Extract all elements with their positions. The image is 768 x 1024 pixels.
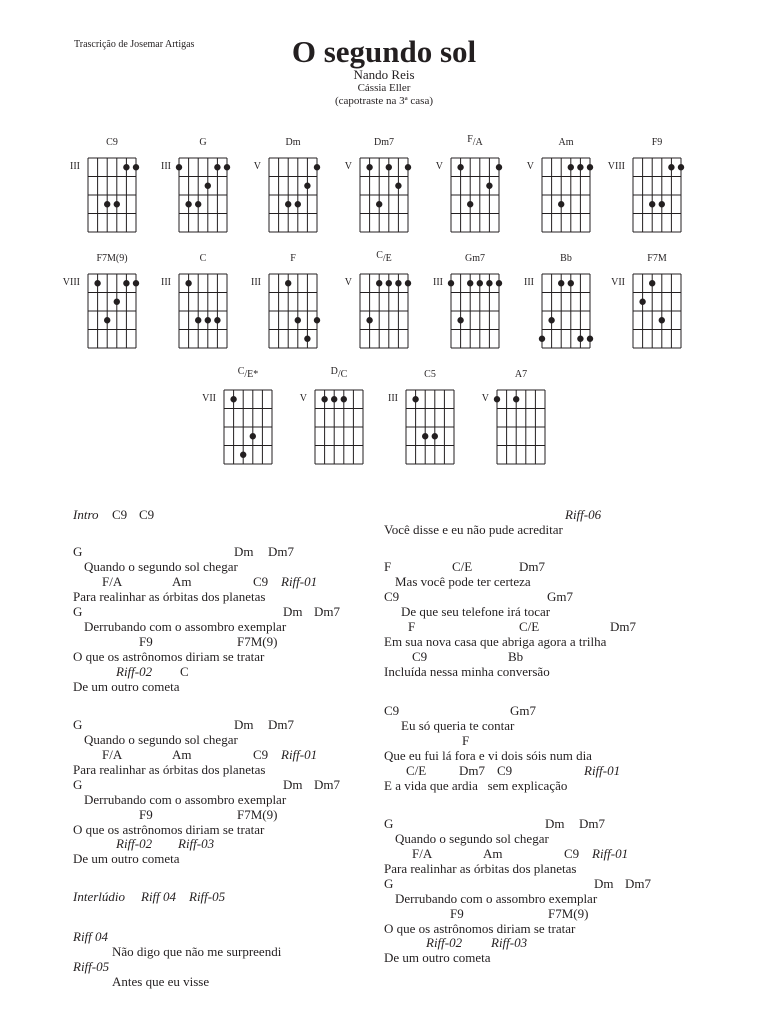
fret-position-label: VII <box>611 277 625 288</box>
fret-position-label: III <box>388 393 398 404</box>
chord-name: F7M(9) <box>96 253 128 264</box>
finger-dot <box>104 201 110 207</box>
finger-dot <box>448 280 454 286</box>
finger-dot <box>467 280 473 286</box>
chord-symbol: C9 <box>384 589 400 604</box>
fretboard-grid <box>83 269 141 353</box>
finger-dot <box>457 164 463 170</box>
lyric-line: Para realinhar as órbitas dos planetas <box>73 762 266 777</box>
finger-dot <box>587 336 593 342</box>
chord-symbol: G <box>384 816 394 831</box>
riff-marker: Riff-01 <box>584 763 621 778</box>
chord-name: Dm <box>285 137 301 148</box>
finger-dot <box>304 336 310 342</box>
chord-symbol: Dm7 <box>625 876 651 891</box>
finger-dot <box>457 317 463 323</box>
finger-dot <box>668 164 674 170</box>
riff-marker: Riff-02 <box>426 935 463 950</box>
finger-dot <box>133 280 139 286</box>
fret-position-label: V <box>299 393 307 404</box>
fret-position-label: III <box>251 277 261 288</box>
section-label-interlude: Interlúdio <box>73 889 125 904</box>
finger-dot <box>568 280 574 286</box>
finger-dot <box>639 299 645 305</box>
finger-dot <box>185 280 191 286</box>
lyric-line: O que os astrônomos diriam se tratar <box>73 822 265 837</box>
chord-symbol: G <box>73 604 83 619</box>
chord-symbol: Dm7 <box>314 777 340 792</box>
riff-marker: Riff-02 <box>116 836 153 851</box>
lyric-line: Para realinhar as órbitas dos planetas <box>384 861 577 876</box>
finger-dot <box>412 396 418 402</box>
song-title: O segundo sol <box>291 34 477 69</box>
chord-symbol: Dm7 <box>519 559 545 574</box>
chord-name: C5 <box>424 369 436 380</box>
finger-dot <box>577 336 583 342</box>
chord-name: G <box>199 137 207 148</box>
finger-dot <box>649 201 655 207</box>
chord-symbol: Gm7 <box>510 703 536 718</box>
finger-dot <box>577 164 583 170</box>
riff-marker: Riff 04 <box>73 929 109 944</box>
lyric-line: De que seu telefone irá tocar <box>401 604 551 619</box>
finger-dot <box>376 201 382 207</box>
finger-dot <box>568 164 574 170</box>
lyric-line: Que eu fui lá fora e vi dois sóis num dia <box>384 748 592 763</box>
finger-dot <box>295 201 301 207</box>
chord-symbol: Dm7 <box>268 717 294 732</box>
fret-position-label: III <box>161 161 171 172</box>
chord-symbol: F7M(9) <box>237 807 278 822</box>
fretboard-grid <box>537 153 595 237</box>
chord-name: C9 <box>106 137 118 148</box>
finger-dot <box>331 396 337 402</box>
finger-dot <box>386 164 392 170</box>
riff-marker: Riff 04 <box>141 889 177 904</box>
fretboard-grid <box>264 269 322 353</box>
chord-symbol: Dm <box>283 777 303 792</box>
fret-position-label: V <box>344 277 352 288</box>
chord-symbol: Dm7 <box>610 619 636 634</box>
lyric-line: Antes que eu visse <box>112 974 210 989</box>
chord-symbol: F9 <box>139 807 153 822</box>
finger-dot <box>467 201 473 207</box>
finger-dot <box>539 336 545 342</box>
chord-symbol: Dm <box>234 717 254 732</box>
chord-symbol: G <box>73 777 83 792</box>
lyric-line: Não digo que não me surpreendi <box>112 944 282 959</box>
fretboard-grid <box>628 269 686 353</box>
chord-symbol: Dm7 <box>268 544 294 559</box>
chord-symbol: C/E <box>406 763 427 778</box>
finger-dot <box>205 317 211 323</box>
lyric-line: Mas você pode ter certeza <box>395 574 531 589</box>
riff-marker: Riff-05 <box>189 889 226 904</box>
chord-symbol: F/A <box>102 574 123 589</box>
chord-symbol: Dm7 <box>579 816 605 831</box>
chord-symbol: Dm <box>234 544 254 559</box>
chord-symbol: Dm <box>594 876 614 891</box>
finger-dot <box>477 280 483 286</box>
performer-name: Cássia Eller <box>357 82 411 94</box>
lyric-line: De um outro cometa <box>384 950 491 965</box>
chord-symbol: F7M(9) <box>237 634 278 649</box>
finger-dot <box>321 396 327 402</box>
transcriber-credit: Trascrição de Josemar Artigas <box>74 39 195 50</box>
finger-dot <box>386 280 392 286</box>
chord-symbol: C9 <box>384 703 400 718</box>
chord-symbol: G <box>73 717 83 732</box>
finger-dot <box>94 280 100 286</box>
fretboard-grid <box>401 385 459 469</box>
chord-symbol: G <box>384 876 394 891</box>
lyric-line: Derrubando com o assombro exemplar <box>84 619 287 634</box>
finger-dot <box>123 280 129 286</box>
fret-position-label: V <box>481 393 489 404</box>
finger-dot <box>376 280 382 286</box>
finger-dot <box>133 164 139 170</box>
finger-dot <box>285 201 291 207</box>
chord-symbol: Am <box>483 846 503 861</box>
fret-position-label: V <box>435 161 443 172</box>
finger-dot <box>405 164 411 170</box>
finger-dot <box>114 201 120 207</box>
lyric-line: Em sua nova casa que abriga agora a trilha <box>384 634 607 649</box>
chord-name: F7M <box>647 253 667 264</box>
fretboard-grid <box>492 385 550 469</box>
fret-position-label: III <box>524 277 534 288</box>
lyric-line: Para realinhar as órbitas dos planetas <box>73 589 266 604</box>
chord-name: C/E <box>376 250 392 264</box>
fret-position-label: VIII <box>607 161 625 172</box>
finger-dot <box>422 433 428 439</box>
section-label-intro: Intro <box>73 507 99 522</box>
lyric-line: O que os astrônomos diriam se tratar <box>73 649 265 664</box>
riff-marker: Riff-03 <box>178 836 215 851</box>
chord-symbol: F/A <box>102 747 123 762</box>
fretboard-grid <box>264 153 322 237</box>
chord-name: Gm7 <box>465 253 485 264</box>
riff-marker: Riff-02 <box>116 664 153 679</box>
chord-symbol: F <box>384 559 392 574</box>
finger-dot <box>496 280 502 286</box>
lyric-line: Quando o segundo sol chegar <box>395 831 549 846</box>
finger-dot <box>185 201 191 207</box>
chord-symbol: F9 <box>139 634 153 649</box>
chord-name: Am <box>558 137 574 148</box>
chord-symbol: F <box>462 733 470 748</box>
fret-position-label: V <box>526 161 534 172</box>
finger-dot <box>395 183 401 189</box>
finger-dot <box>230 396 236 402</box>
finger-dot <box>314 317 320 323</box>
finger-dot <box>486 280 492 286</box>
fret-position-label: V <box>253 161 261 172</box>
finger-dot <box>558 201 564 207</box>
finger-dot <box>659 317 665 323</box>
finger-dot <box>195 201 201 207</box>
finger-dot <box>366 164 372 170</box>
finger-dot <box>678 164 684 170</box>
finger-dot <box>513 396 519 402</box>
finger-dot <box>314 164 320 170</box>
chord-symbol: C9 <box>139 507 155 522</box>
lyric-line: Você disse e eu não pude acreditar <box>384 522 563 537</box>
finger-dot <box>649 280 655 286</box>
finger-dot <box>587 164 593 170</box>
chord-symbol: Bb <box>508 649 524 664</box>
finger-dot <box>250 433 256 439</box>
fretboard-grid <box>310 385 368 469</box>
chord-name: Bb <box>560 253 572 264</box>
lyric-line: O que os astrônomos diriam se tratar <box>384 921 576 936</box>
finger-dot <box>486 183 492 189</box>
chord-symbol: F7M(9) <box>548 906 589 921</box>
chord-name: F9 <box>651 137 663 148</box>
finger-dot <box>494 396 500 402</box>
finger-dot <box>432 433 438 439</box>
finger-dot <box>496 164 502 170</box>
finger-dot <box>240 452 246 458</box>
chord-symbol: F <box>408 619 416 634</box>
lyric-line: Derrubando com o assombro exemplar <box>395 891 598 906</box>
chord-name: Dm7 <box>374 137 394 148</box>
finger-dot <box>285 280 291 286</box>
fretboard-grid <box>355 269 413 353</box>
finger-dot <box>659 201 665 207</box>
finger-dot <box>214 164 220 170</box>
finger-dot <box>176 164 182 170</box>
lyric-line: Incluída nessa minha conversão <box>384 664 550 679</box>
finger-dot <box>224 164 230 170</box>
finger-dot <box>195 317 201 323</box>
fretboard-grid <box>174 269 232 353</box>
lyric-line: Quando o segundo sol chegar <box>84 732 238 747</box>
fretboard-grid <box>174 153 232 237</box>
chord-symbol: C <box>180 664 189 679</box>
lyric-line: E a vida que ardia sem explicação <box>384 778 568 793</box>
fretboard-grid <box>83 153 141 237</box>
finger-dot <box>104 317 110 323</box>
finger-dot <box>341 396 347 402</box>
lyric-line: Quando o segundo sol chegar <box>84 559 238 574</box>
finger-dot <box>548 317 554 323</box>
chord-symbol: Am <box>172 574 192 589</box>
chord-symbol: G <box>73 544 83 559</box>
chord-name: C <box>199 253 207 264</box>
fret-position-label: VIII <box>62 277 80 288</box>
lyric-line: Derrubando com o assombro exemplar <box>84 792 287 807</box>
riff-marker: Riff-01 <box>592 846 629 861</box>
fretboard-grid <box>446 153 504 237</box>
chord-symbol: Gm7 <box>547 589 573 604</box>
finger-dot <box>304 183 310 189</box>
finger-dot <box>214 317 220 323</box>
lyric-line: De um outro cometa <box>73 851 180 866</box>
fretboard-grid <box>219 385 277 469</box>
chord-symbol: Dm7 <box>459 763 485 778</box>
chord-symbol: Dm <box>283 604 303 619</box>
chord-name: F <box>290 253 296 264</box>
finger-dot <box>295 317 301 323</box>
chord-symbol: C/E <box>452 559 473 574</box>
chord-symbol: C9 <box>564 846 580 861</box>
riff-marker: Riff-01 <box>281 574 318 589</box>
chord-name: A7 <box>514 369 528 380</box>
artist-name: Nando Reis <box>353 67 415 82</box>
lyric-line: De um outro cometa <box>73 679 180 694</box>
chord-name: D/C <box>330 366 348 380</box>
chord-symbol: C9 <box>253 747 269 762</box>
chord-symbol: Dm7 <box>314 604 340 619</box>
finger-dot <box>114 299 120 305</box>
fret-position-label: III <box>161 277 171 288</box>
riff-marker: Riff-05 <box>73 959 110 974</box>
chord-name: C/E* <box>237 366 259 380</box>
finger-dot <box>366 317 372 323</box>
finger-dot <box>558 280 564 286</box>
finger-dot <box>123 164 129 170</box>
chord-symbol: C/E <box>519 619 540 634</box>
capo-note: (capotraste na 3ª casa) <box>334 95 433 107</box>
fretboard-grid <box>628 153 686 237</box>
fret-position-label: V <box>344 161 352 172</box>
chord-symbol: C9 <box>253 574 269 589</box>
fret-position-label: III <box>433 277 443 288</box>
chord-name: F/A <box>467 134 483 148</box>
chord-symbol: F/A <box>412 846 433 861</box>
finger-dot <box>205 183 211 189</box>
riff-marker: Riff-03 <box>491 935 528 950</box>
riff-marker: Riff-01 <box>281 747 318 762</box>
chord-symbol: Am <box>172 747 192 762</box>
chord-symbol: Dm <box>545 816 565 831</box>
finger-dot <box>395 280 401 286</box>
chord-symbol: C9 <box>112 507 128 522</box>
riff-marker: Riff-06 <box>565 507 602 522</box>
fret-position-label: III <box>70 161 80 172</box>
fretboard-grid <box>355 153 413 237</box>
chord-symbol: C9 <box>412 649 428 664</box>
fret-position-label: VII <box>202 393 216 404</box>
fretboard-grid <box>446 269 504 353</box>
chord-symbol: C9 <box>497 763 513 778</box>
fretboard-grid <box>537 269 595 353</box>
chord-symbol: F9 <box>450 906 464 921</box>
lyric-line: Eu só queria te contar <box>401 718 515 733</box>
finger-dot <box>405 280 411 286</box>
